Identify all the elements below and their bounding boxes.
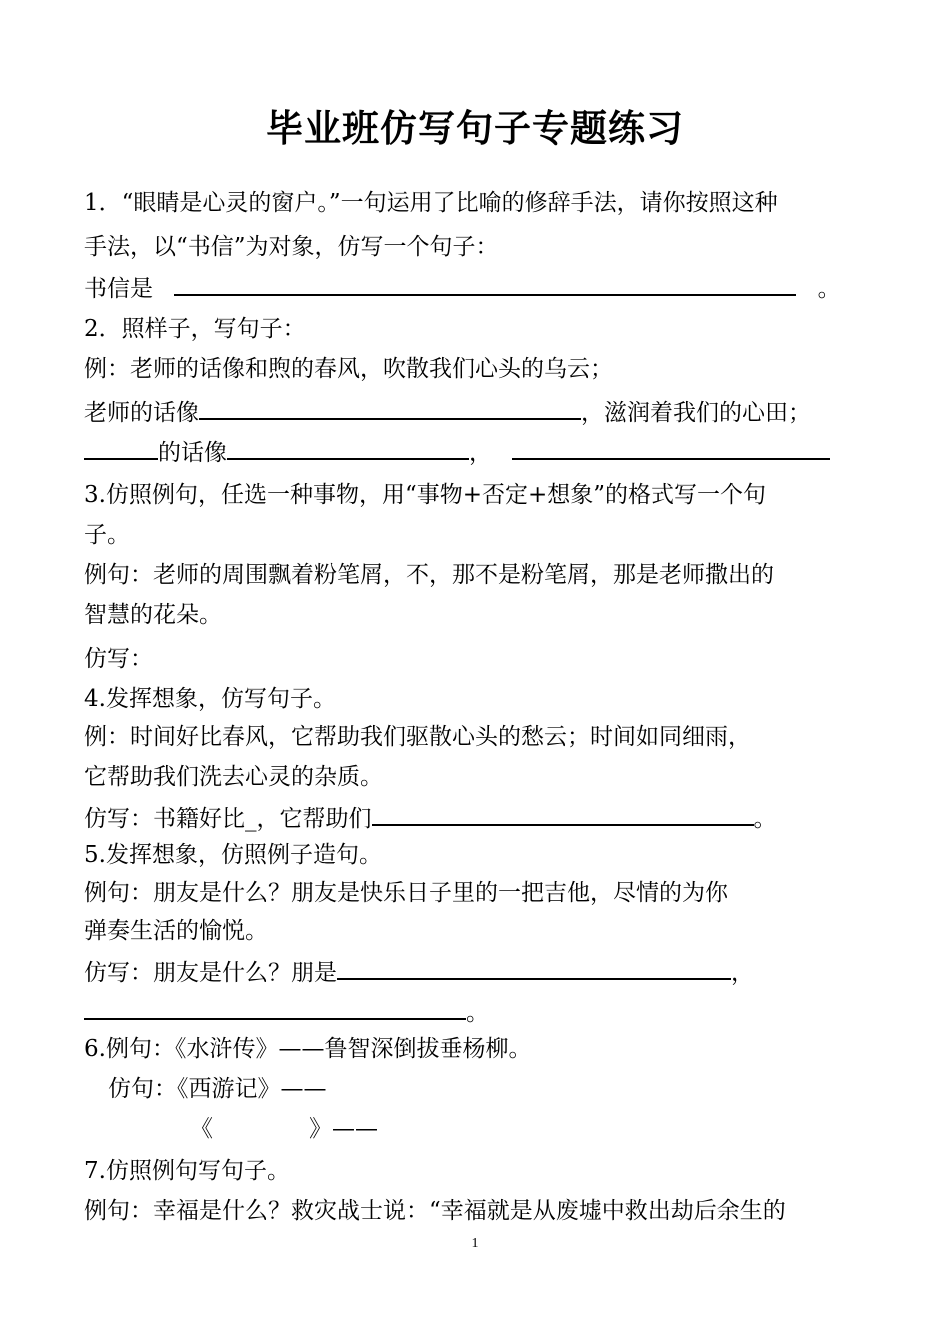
q2-fill-line1 xyxy=(84,396,811,428)
q4-heading: 4.发挥想象，仿写句子。 xyxy=(84,686,336,712)
q6-example: 6.例句：《水浒传》——鲁智深倒拔垂杨柳。 xyxy=(84,1036,532,1062)
q2-fill1-suffix: ，滋润着我们的心田； xyxy=(581,400,811,426)
q2-fill1-prefix: 老师的话像 xyxy=(84,400,199,426)
q2-fill-line2 xyxy=(84,436,830,468)
q5-example2: 弹奏生活的愉悦。 xyxy=(84,918,268,944)
q2-fill2-mid: 的话像 xyxy=(158,440,227,466)
q4-fill-line xyxy=(84,802,777,834)
q5-fill-line1 xyxy=(84,956,754,988)
q1-answer-line xyxy=(84,272,841,304)
q3-line1: 3.仿照例句，任选一种事物，用“事物+否定+想象”的格式写一个句 xyxy=(84,482,767,508)
q5-fill-blank-b[interactable] xyxy=(84,996,466,1020)
q6-blank-close: 》—— xyxy=(309,1116,378,1142)
q2-fill1-blank[interactable] xyxy=(199,396,581,420)
q3-example1: 例句：老师的周围飘着粉笔屑，不，那不是粉笔屑，那是老师撒出的 xyxy=(84,562,774,588)
page-title: 毕业班仿写句子专题练习 xyxy=(266,107,684,150)
q6-blank-line xyxy=(190,1114,378,1144)
q5-fill-comma: ， xyxy=(731,960,754,986)
q3-answer-label: 仿写： xyxy=(84,646,153,672)
q2-subject-blank[interactable] xyxy=(84,436,158,460)
q1-line1: 1．“眼睛是心灵的窗户。”一句运用了比喻的修辞手法，请你按照这种 xyxy=(84,190,778,216)
page-number: 1 xyxy=(471,1236,479,1251)
q5-fill-blank-a[interactable] xyxy=(337,956,731,980)
q4-fill-end: 。 xyxy=(753,806,777,832)
q2-example: 例：老师的话像和煦的春风，吹散我们心头的乌云； xyxy=(84,356,613,382)
q5-example1: 例句：朋友是什么？朋友是快乐日子里的一把吉他，尽情的为你 xyxy=(84,880,728,906)
q5-fill-end: 。 xyxy=(466,1000,489,1026)
q5-fill-prefix: 仿写：朋友是什么？朋是 xyxy=(84,960,337,986)
q5-heading: 5.发挥想象，仿照例子造句。 xyxy=(84,842,382,868)
q2-fill2-comma: ， xyxy=(469,440,492,466)
q1-line2: 手法，以“书信”为对象，仿写一个句子： xyxy=(84,234,499,260)
q4-example1: 例：时间好比春风，它帮助我们驱散心头的愁云；时间如同细雨， xyxy=(84,724,751,750)
q3-line2: 子。 xyxy=(84,522,130,548)
q4-example2: 它帮助我们洗去心灵的杂质。 xyxy=(84,764,383,790)
q1-answer-blank[interactable] xyxy=(174,272,796,296)
q5-fill-line2 xyxy=(84,996,489,1028)
q4-fill-blank[interactable] xyxy=(372,802,754,826)
q2-fill2-blank-b[interactable] xyxy=(512,436,830,460)
q2-fill2-blank-a[interactable] xyxy=(227,436,469,460)
q7-heading: 7.仿照例句写句子。 xyxy=(84,1158,290,1184)
q2-heading: 2．照样子，写句子： xyxy=(84,316,306,342)
q6-blank-open: 《 xyxy=(190,1116,213,1142)
q3-example2: 智慧的花朵。 xyxy=(84,602,222,628)
q1-answer-prefix: 书信是 xyxy=(84,276,153,302)
q7-example: 例句：幸福是什么？救灾战士说：“幸福就是从废墟中救出劫后余生的 xyxy=(84,1198,786,1224)
q6-imitate: 仿句：《西游记》—— xyxy=(108,1076,327,1102)
q4-fill-prefix: 仿写：书籍好比_，它帮助们 xyxy=(84,806,372,832)
q1-answer-end: 。 xyxy=(817,276,841,302)
